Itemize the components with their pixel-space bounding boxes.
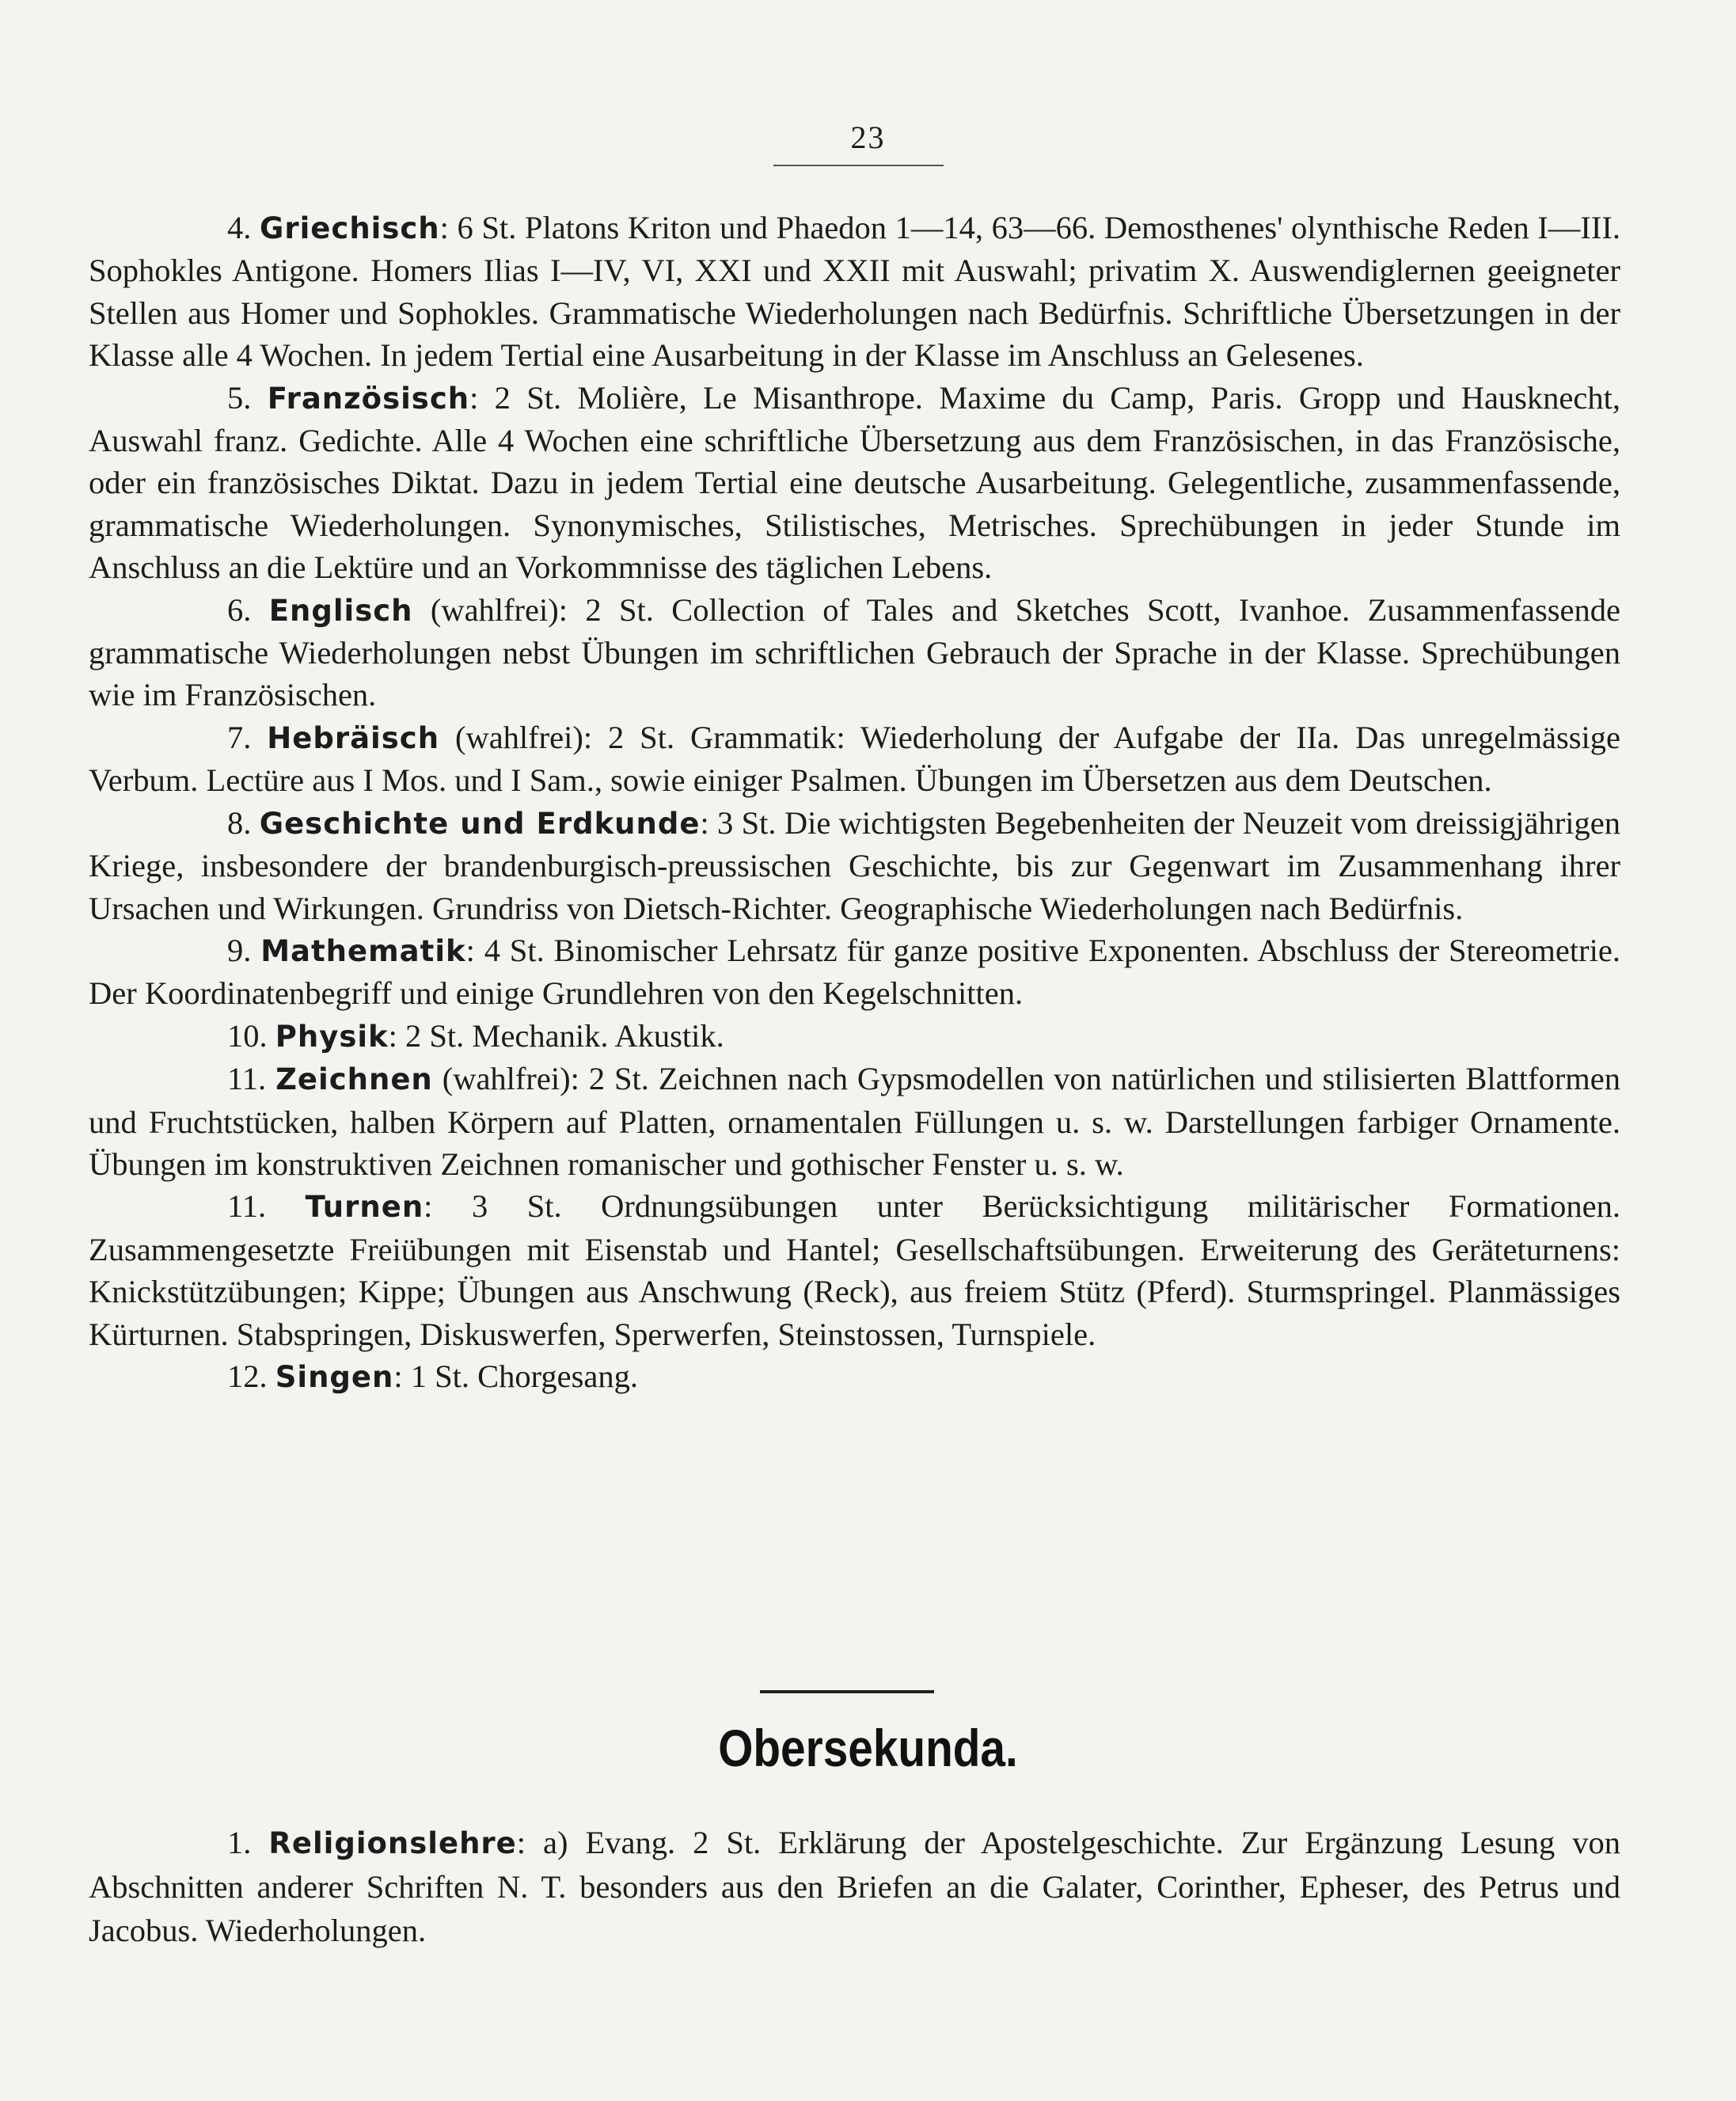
subject-separator: : [465, 932, 475, 968]
subject-heading: Geschichte und Erdkunde [259, 806, 701, 841]
subject-separator: : [424, 1188, 433, 1225]
curriculum-text [89, 207, 1620, 1398]
paragraph-body: (wahlfrei): 2 St. Grammatik: Wiederholung der Aufgabe der IIa. Das unregelmässige Verbum. Lectüre aus I Mos. und I Sam., sowie einiger Psalmen. Übungen im Übersetzen aus dem Deutschen. [89, 719, 1620, 799]
paragraph-number: 11. [227, 1061, 267, 1097]
paragraph-body: 3 St. Ordnungsübungen unter Berücksichtigung militärischer Formationen. Zusammengesetzte Freiübungen mit Eisenstab und Hantel; Gesellschaftsübungen. Erweiterung des Geräteturnens: Knickstützübungen; Kippe; Übungen aus Anschwung (Reck), aus freiem Stütz (Pferd). Sturmspringel. Planmässiges Kürturnen. Stabspringen, Diskuswerfen, Sperwerfen, Steinstossen, Turnspiele. [89, 1188, 1620, 1352]
paragraph-body: a) Evang. 2 St. Erklärung der Apostelgeschichte. Zur Ergänzung Lesung von Abschnitten anderer Schriften N. T. besonders aus den Briefen an die Galater, Corinther, Epheser, des Petrus und Jacobus. Wiederholungen. [89, 1825, 1620, 1948]
subject-heading: Physik [275, 1019, 389, 1054]
subject-heading: Religionslehre [268, 1826, 517, 1860]
paragraph-geschichte [89, 802, 1620, 929]
paragraph-hebraeisch [89, 716, 1620, 802]
paragraph-griechisch [89, 207, 1620, 377]
obersekunda-text [89, 1821, 1620, 1952]
paragraph-turnen [89, 1185, 1620, 1355]
subject-heading: Hebräisch [267, 720, 440, 755]
subject-separator: : [439, 210, 449, 245]
paragraph-number: 12. [227, 1358, 268, 1394]
paragraph-physik [89, 1015, 1620, 1058]
subject-separator: : [393, 1358, 403, 1394]
paragraph-body: 2 St. Molière, Le Misanthrope. Maxime du Camp, Paris. Gropp und Hausknecht, Auswahl franz. Gedichte. Alle 4 Wochen eine schriftliche Übersetzung aus dem Französischen, in das Französische, oder ein französisches Diktat. Dazu in jedem Tertial eine deutsche Ausarbeitung. Gelegentliche, zusammenfassende, grammatische Wiederholungen. Synonymisches, Stilistisches, Metrisches. Sprechübungen in jeder Stunde im Anschluss an die Lektüre und an Vorkommnisse des täglichen Lebens. [89, 379, 1621, 586]
page-number: 23 [850, 120, 886, 155]
paragraph-number: 6. [227, 591, 252, 628]
paragraph-franzoesisch [89, 377, 1620, 589]
paragraph-mathematik [89, 929, 1620, 1015]
paragraph-body: (wahlfrei): 2 St. Collection of Tales and Sketches Scott, Ivanhoe. Zusammenfassende grammatische Wiederholungen nebst Übungen im schriftlichen Gebrauch der Sprache in der Klasse. Sprechübungen wie im Französischen. [89, 591, 1621, 713]
paragraph-singen [89, 1355, 1620, 1398]
subject-separator: : [388, 1017, 397, 1054]
subject-separator: : [700, 804, 709, 841]
subject-heading: Zeichnen [275, 1062, 433, 1097]
page-number-rule [773, 165, 944, 166]
paragraph-englisch [89, 589, 1620, 716]
paragraph-body: 1 St. Chorgesang. [402, 1358, 638, 1394]
subject-separator: : [469, 379, 479, 416]
paragraph-number: 7. [227, 719, 252, 755]
subject-heading: Französisch [267, 381, 470, 416]
paragraph-number: 11. [227, 1188, 267, 1225]
subject-heading: Englisch [268, 593, 413, 628]
paragraph-number: 4. [227, 210, 252, 245]
paragraph-body: (wahlfrei): 2 St. Zeichnen nach Gypsmodellen von natürlichen und stilisierten Blattformen und Fruchtstücken, halben Körpern auf Platten, ornamentalen Füllungen u. s. w. Darstellungen farbiger Ornamente. Übungen im konstruktiven Zeichnen romanischer und gothischer Fenster u. s. w. [89, 1061, 1621, 1182]
section-heading: Obersekunda. [718, 1719, 1018, 1777]
paragraph-body: 2 St. Mechanik. Akustik. [397, 1017, 724, 1054]
paragraph-zeichnen [89, 1058, 1620, 1185]
paragraph-religionslehre [89, 1821, 1620, 1952]
paragraph-number: 1. [227, 1825, 252, 1860]
paragraph-body: 6 St. Platons Kriton und Phaedon 1—14, 63—66. Demosthenes' olynthische Reden I—III. Sophokles Antigone. Homers Ilias I—IV, VI, XXI und XXII mit Auswahl; privatim X. Auswendiglernen geeigneter Stellen aus Homer und Sophokles. Grammatische Wiederholungen nach Bedürfnis. Schriftliche Übersetzungen in der Klasse alle 4 Wochen. In jedem Tertial eine Ausarbeitung in der Klasse im Anschluss an Gelesenes. [89, 210, 1621, 374]
subject-heading: Mathematik [260, 933, 466, 968]
paragraph-number: 8. [227, 804, 252, 841]
paragraph-number: 5. [227, 379, 252, 416]
subject-heading: Turnen [305, 1190, 424, 1225]
section-divider [760, 1690, 934, 1693]
paragraph-body: 3 St. Die wichtigsten Begebenheiten der Neuzeit vom dreissigjährigen Kriege, insbesondere der brandenburgisch-preussischen Geschichte, bis zur Gegenwart im Zusammenhang ihrer Ursachen und Wirkungen. Grundriss von Dietsch-Richter. Geographische Wiederholungen nach Bedürfnis. [89, 804, 1620, 926]
paragraph-number: 10. [227, 1017, 268, 1054]
subject-separator: : [516, 1825, 526, 1860]
paragraph-body: 4 St. Binomischer Lehrsatz für ganze positive Exponenten. Abschluss der Stereometrie. Der Koordinatenbegriff und einige Grundlehren von den Kegelschnitten. [89, 932, 1620, 1012]
paragraph-number: 9. [227, 932, 252, 968]
subject-heading: Singen [275, 1359, 394, 1394]
subject-heading: Griechisch [260, 211, 440, 245]
